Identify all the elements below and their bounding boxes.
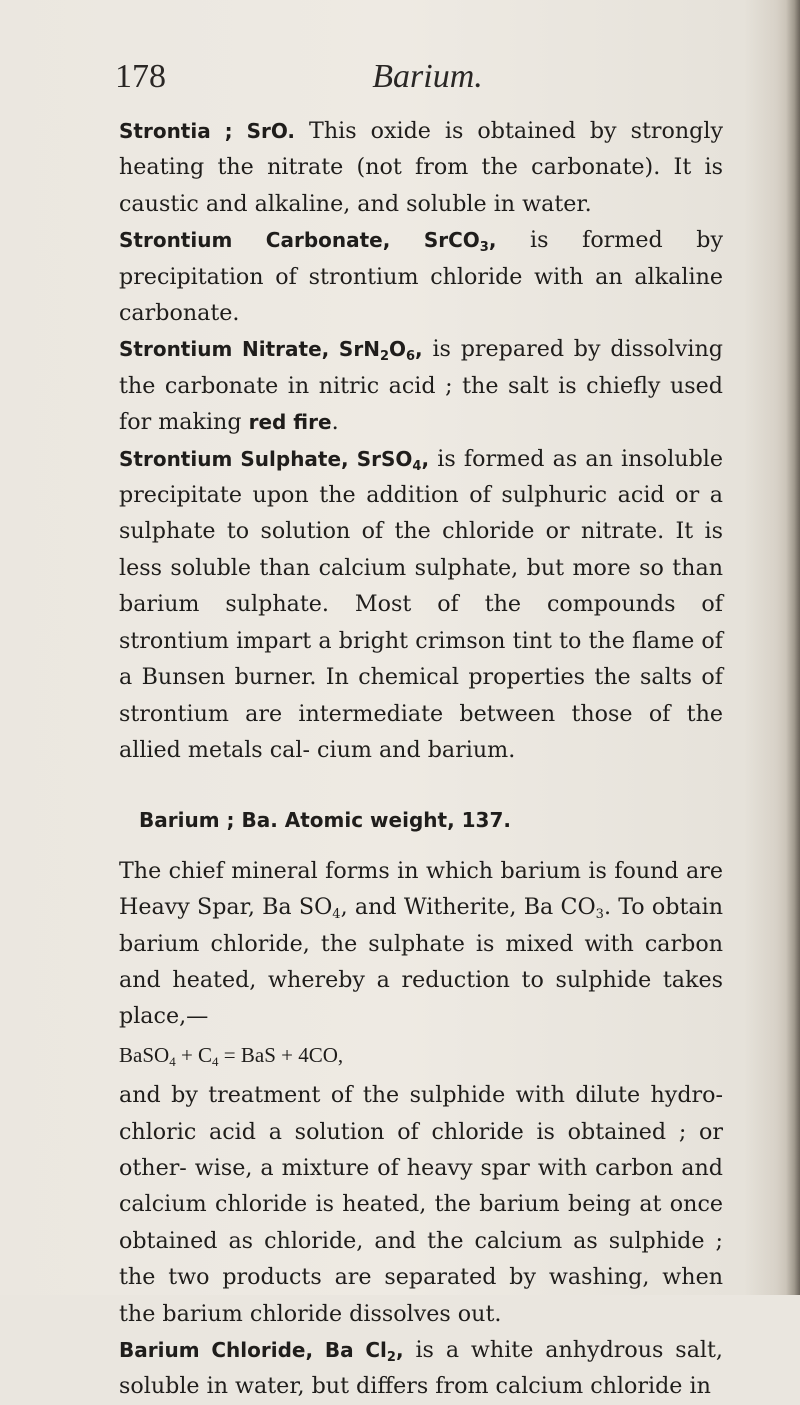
chemical-equation: BaSO$_4$ + $C_4$ = BaS + 4CO, [119,1042,344,1069]
paragraph-barium-minerals: The chief mineral forms in which barium is found are Heavy Spar, Ba $SO_4$, and Witherite, Ba $CO_3$. To obtain barium chloride, the sulphate is mixed with carbon and heated, whereby a reduction to sulphide takes place,— [119,857,723,1030]
paragraph-strontium-sulphate: Strontium Sulphate, SrSO$_4$, is formed as an insoluble precipitate upon the addition of sulphuric acid or a sulphate to solution of the chloride or nitrate. It is less soluble than calcium sulphate, but more so than barium sulphate. Most of the compounds of strontium impart a bright crimson tint to the flame of a Bunsen burner. In chemical properties the salts of strontium are intermediate between those of the allied metals cal- cium and barium. [119,445,724,763]
term-strontium-carbonate: Strontium Carbonate, SrCO$_3$, [119,228,497,256]
paragraph-strontia: Strontia ; SrO. This oxide is obtained by strongly heating the nitrate (not from the carbonate). It is caustic and alkaline, and soluble in water. [119,118,723,217]
term-strontia: Strontia ; SrO. [119,119,295,143]
running-title: Barium. [372,58,483,95]
paragraph-strontium-carbonate: Strontium Carbonate, SrCO$_3$, is formed by precipitation of strontium chloride with an alkaline carbonate. [119,227,723,327]
section-heading-barium: Barium ; Ba. Atomic weight, 137. [139,808,511,833]
page-number: 178 [115,58,166,95]
term-red-fire: red fire [248,410,332,435]
paragraph-barium-chloride: Barium Chloride, Ba $Cl_2$, is a white anhydrous salt, soluble in water, but differs from calcium chloride in [119,1337,723,1400]
term-barium-chloride: Barium Chloride, Ba $Cl_2$, [119,1338,404,1365]
page-edge-shadow [786,0,800,1295]
body-text [119,113,723,1405]
paragraph-strontium-nitrate: Strontium Nitrate, $SrN_2O_6$, is prepared by dissolving the carbonate in nitric acid ; the salt is chiefly used for making red fire. [119,336,723,436]
page-header [115,58,715,108]
term-strontium-nitrate: Strontium Nitrate, $SrN_2O_6$, [119,337,423,365]
term-strontium-sulphate: Strontium Sulphate, SrSO$_4$, [119,446,430,474]
paragraph-barium-treatment: and by treatment of the sulphide with dilute hydro- chloric acid a solution of chloride is obtained ; or other- wise, a mixture of heavy spar with carbon and calcium chloride is heated, the barium being at once obtained as chloride, and the calcium as sulphide ; the two products are separated by washing, when the barium chloride dissolves out. [119,1082,723,1327]
